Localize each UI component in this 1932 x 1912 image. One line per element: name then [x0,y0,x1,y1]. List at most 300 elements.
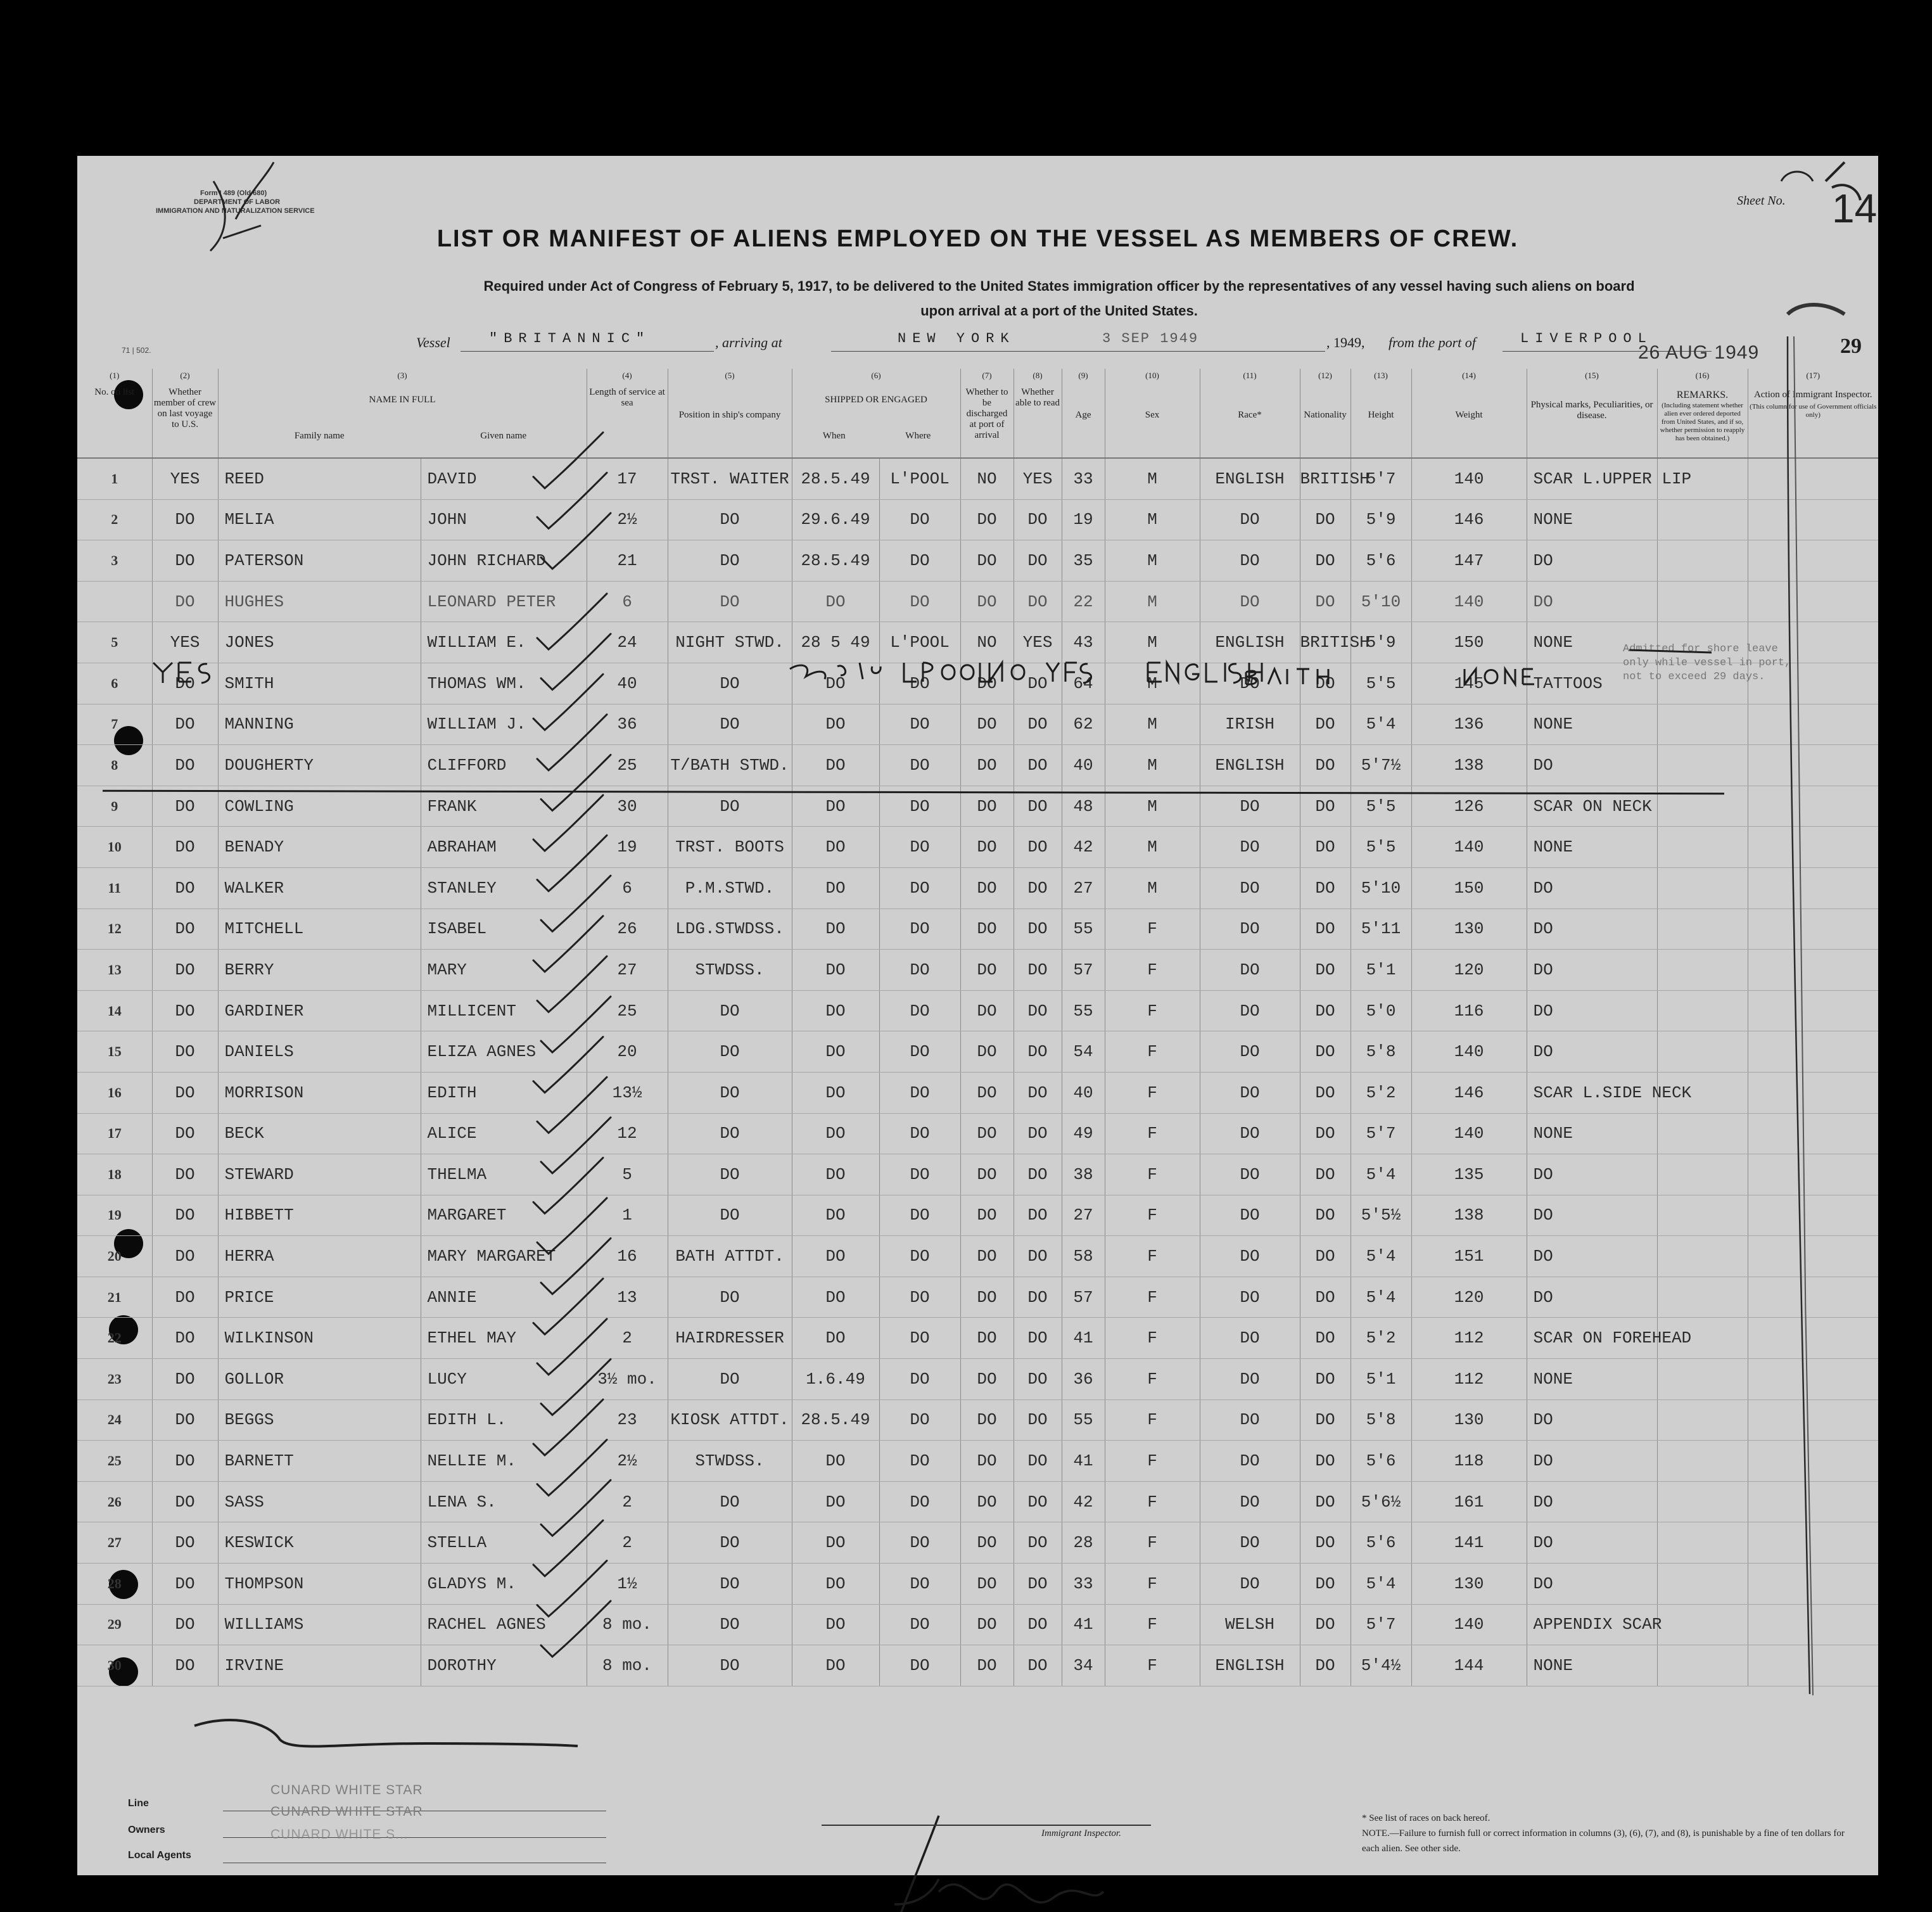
subtitle-line-2: upon arrival at a port of the United States. [920,303,1198,319]
service-length: 2 [587,1318,668,1359]
position: DO [668,663,792,704]
shipped-when: DO [792,663,879,704]
inspector-signature-line [822,1825,1151,1826]
inspector-action-cell [1748,1072,1878,1113]
given-name: THELMA [421,1154,587,1195]
shipped-when: DO [792,990,879,1031]
family-name: PATERSON [218,540,421,582]
remarks-cell [1657,1195,1748,1236]
crew-row [77,1564,1878,1605]
able-to-read: DO [1014,990,1062,1031]
family-name: WILKINSON [218,1318,421,1359]
weight: 140 [1411,1604,1527,1645]
race: DO [1200,1441,1300,1482]
sex: F [1105,1195,1200,1236]
shipped-when: DO [792,867,879,908]
inspector-label: Immigrant Inspector. [1041,1828,1121,1839]
service-length: 2½ [587,1441,668,1482]
given-name: LUCY [421,1359,587,1400]
shipped-when: DO [792,1154,879,1195]
position: DO [668,1645,792,1686]
race: DO [1200,1564,1300,1605]
row-number: 24 [77,1399,152,1441]
shipped-when: 28.5.49 [792,458,879,499]
last-voyage: DO [152,499,218,540]
row-number: 6 [77,663,152,704]
last-voyage: DO [152,990,218,1031]
owners-stamp: CUNARD WHITE STAR [270,1804,423,1819]
height: 5'4 [1350,704,1411,745]
crew-row [77,1113,1878,1154]
age: 41 [1062,1441,1105,1482]
inspector-action-cell [1748,827,1878,868]
local-agents-label: Local Agents [128,1850,191,1861]
remarks-cell [1657,786,1748,827]
able-to-read: DO [1014,663,1062,704]
crew-row [77,704,1878,745]
remarks-cell [1657,745,1748,786]
able-to-read: DO [1014,950,1062,991]
family-name: BEGGS [218,1399,421,1441]
position: DO [668,1195,792,1236]
position: DO [668,1154,792,1195]
able-to-read: DO [1014,1604,1062,1645]
inspector-action-cell [1748,950,1878,991]
sex: M [1105,499,1200,540]
given-name: WILLIAM E. [421,622,587,663]
row-number: 12 [77,908,152,950]
nationality: DO [1300,1441,1350,1482]
service-length: 6 [587,867,668,908]
remarks-cell [1657,1031,1748,1073]
given-name: EDITH [421,1072,587,1113]
race: DO [1200,1236,1300,1277]
weight: 145 [1411,663,1527,704]
given-name: FRANK [421,786,587,827]
weight: 112 [1411,1359,1527,1400]
sex: F [1105,1399,1200,1441]
age: 36 [1062,1359,1105,1400]
inspector-action-cell [1748,1031,1878,1073]
nationality: DO [1300,990,1350,1031]
height: 5'2 [1350,1072,1411,1113]
discharge: DO [960,1564,1014,1605]
weight: 150 [1411,867,1527,908]
physical-marks: DO [1527,990,1657,1031]
age: 19 [1062,499,1105,540]
sex: F [1105,1154,1200,1195]
crew-row [77,540,1878,582]
row-number: 25 [77,1441,152,1482]
discharge: DO [960,1645,1014,1686]
position: TRST. WAITER [668,458,792,499]
height: 5'7 [1350,458,1411,499]
row-number: 5 [77,622,152,663]
row-number: 19 [77,1195,152,1236]
position: DO [668,1604,792,1645]
row-number: 27 [77,1522,152,1564]
inspector-action-cell [1748,1399,1878,1441]
able-to-read: DO [1014,1564,1062,1605]
physical-marks: SCAR ON NECK [1527,786,1657,827]
weight: 140 [1411,581,1527,622]
inspector-action-cell [1748,1645,1878,1686]
given-name: NELLIE M. [421,1441,587,1482]
height: 5'4 [1350,1236,1411,1277]
last-voyage: DO [152,1031,218,1073]
shipped-where: DO [879,1195,960,1236]
col-remarks: (16) REMARKS. (Including statement whether alien ever ordered deported from United States, and if so, whether permission to reapply has been obtained.) [1657,369,1748,458]
shipped-where: DO [879,950,960,991]
crew-row [77,1645,1878,1686]
position: DO [668,1564,792,1605]
height: 5'11 [1350,908,1411,950]
discharge: DO [960,1359,1014,1400]
last-voyage: DO [152,1359,218,1400]
shipped-when: 28.5.49 [792,540,879,582]
line-stamp: CUNARD WHITE STAR [270,1783,423,1797]
discharge: DO [960,827,1014,868]
sex: M [1105,704,1200,745]
able-to-read: DO [1014,867,1062,908]
race: DO [1200,990,1300,1031]
col-last-voyage: (2) Whether member of crew on last voyage to U.S. [152,369,218,458]
discharge: DO [960,786,1014,827]
race: DO [1200,1359,1300,1400]
given-name: DAVID [421,458,587,499]
inspector-action-cell [1748,1113,1878,1154]
crew-row [77,1277,1878,1318]
crew-row [77,1481,1878,1522]
race: ENGLISH [1200,622,1300,663]
sex: F [1105,1113,1200,1154]
service-length: 12 [587,1113,668,1154]
row-number: 29 [77,1604,152,1645]
crew-row [77,867,1878,908]
sex: M [1105,458,1200,499]
shipped-when: DO [792,827,879,868]
family-name: SASS [218,1481,421,1522]
weight: 138 [1411,1195,1527,1236]
shipped-where: DO [879,908,960,950]
row-number: 7 [77,704,152,745]
col-when: When [822,431,846,441]
row-number: 1 [77,458,152,499]
col-height: (13) Height [1350,369,1411,458]
family-name: STEWARD [218,1154,421,1195]
age: 62 [1062,704,1105,745]
able-to-read: DO [1014,1072,1062,1113]
crew-row [77,622,1878,663]
last-voyage: YES [152,622,218,663]
shipped-when: 29.6.49 [792,499,879,540]
height: 5'0 [1350,990,1411,1031]
last-voyage: DO [152,1277,218,1318]
remarks-cell [1657,581,1748,622]
crew-row [77,827,1878,868]
height: 5'4 [1350,1277,1411,1318]
line-label: Line [128,1798,149,1809]
race: DO [1200,1481,1300,1522]
height: 5'5 [1350,786,1411,827]
subtitle-line-1: Required under Act of Congress of February 5, 1917, to be delivered to the United States immigration officer by the representatives of any vessel having such aliens on board [483,278,1635,294]
inspector-action-cell [1748,1441,1878,1482]
remarks-cell [1657,1522,1748,1564]
nationality: DO [1300,581,1350,622]
shipped-when: DO [792,908,879,950]
inspector-action-cell [1748,581,1878,622]
height: 5'6 [1350,540,1411,582]
shipped-where: DO [879,1604,960,1645]
family-name: KESWICK [218,1522,421,1564]
nationality: DO [1300,1359,1350,1400]
last-voyage: DO [152,663,218,704]
remarks-cell [1657,867,1748,908]
remarks-stamp: Admitted for shore leave only while vessel in port, not to exceed 29 days. [1623,643,1791,683]
service-length: 13 [587,1277,668,1318]
col-age: (9) Age [1062,369,1105,458]
crew-row [77,1604,1878,1645]
col-list-number: (1) No. on list [77,369,152,458]
shipped-where: DO [879,540,960,582]
shipped-when: DO [792,1318,879,1359]
race: DO [1200,950,1300,991]
given-name: JOHN [421,499,587,540]
age: 64 [1062,663,1105,704]
physical-marks: NONE [1527,704,1657,745]
position: DO [668,1031,792,1073]
race: DO [1200,786,1300,827]
row-number: 21 [77,1277,152,1318]
physical-marks: DO [1527,1031,1657,1073]
able-to-read: DO [1014,1277,1062,1318]
shipped-where: DO [879,704,960,745]
family-name: BECK [218,1113,421,1154]
physical-marks: DO [1527,1195,1657,1236]
row-number: 10 [77,827,152,868]
race: DO [1200,1318,1300,1359]
weight: 150 [1411,622,1527,663]
inspector-action-cell [1748,867,1878,908]
race: DO [1200,1154,1300,1195]
given-name: MARGARET [421,1195,587,1236]
able-to-read: DO [1014,1441,1062,1482]
discharge: DO [960,745,1014,786]
shipped-where: DO [879,1154,960,1195]
able-to-read: DO [1014,1359,1062,1400]
last-voyage: DO [152,1441,218,1482]
able-to-read: YES [1014,622,1062,663]
sex: F [1105,1564,1200,1605]
service-length: 36 [587,704,668,745]
able-to-read: DO [1014,1399,1062,1441]
weight: 135 [1411,1154,1527,1195]
weight: 120 [1411,1277,1527,1318]
physical-marks: SCAR ON FOREHEAD [1527,1318,1657,1359]
row-number: 11 [77,867,152,908]
last-voyage: DO [152,1195,218,1236]
shipped-where: DO [879,1318,960,1359]
weight: 126 [1411,786,1527,827]
age: 33 [1062,458,1105,499]
race: DO [1200,540,1300,582]
inspector-action-cell [1748,1604,1878,1645]
row-number: 23 [77,1359,152,1400]
sex: F [1105,1236,1200,1277]
family-name: WALKER [218,867,421,908]
service-length: 26 [587,908,668,950]
crew-row [77,908,1878,950]
able-to-read: DO [1014,1318,1062,1359]
inspector-action-cell [1748,1522,1878,1564]
nationality: DO [1300,786,1350,827]
arriving-label: , arriving at [715,335,782,350]
col-shipped-or-engaged: (6) SHIPPED OR ENGAGED When Where [792,369,960,458]
height: 5'6 [1350,1441,1411,1482]
sex: M [1105,745,1200,786]
row-number: 9 [77,786,152,827]
shipped-when: DO [792,1195,879,1236]
given-name: LEONARD PETER [421,581,587,622]
able-to-read: YES [1014,458,1062,499]
service-length: 1 [587,1195,668,1236]
nationality: DO [1300,1195,1350,1236]
family-name: REED [218,458,421,499]
race: ENGLISH [1200,1645,1300,1686]
crew-rows [77,458,1878,1686]
position: DO [668,786,792,827]
sex: M [1105,581,1200,622]
sex: F [1105,1481,1200,1522]
able-to-read: DO [1014,786,1062,827]
races-note: * See list of races on back hereof. [1362,1813,1490,1823]
position: BATH ATTDT. [668,1236,792,1277]
position: DO [668,581,792,622]
height: 5'1 [1350,1359,1411,1400]
weight: 118 [1411,1441,1527,1482]
nationality: DO [1300,499,1350,540]
age: 28 [1062,1522,1105,1564]
row-number: 16 [77,1072,152,1113]
last-voyage: DO [152,827,218,868]
sex: F [1105,950,1200,991]
shipped-when: DO [792,786,879,827]
vessel-line [337,331,1712,356]
shipped-where: DO [879,827,960,868]
discharge: DO [960,867,1014,908]
family-name: JONES [218,622,421,663]
physical-marks: DO [1527,950,1657,991]
able-to-read: DO [1014,745,1062,786]
col-where: Where [905,431,931,441]
inspector-action-cell [1748,1277,1878,1318]
race: DO [1200,1072,1300,1113]
weight: 146 [1411,1072,1527,1113]
family-name: PRICE [218,1277,421,1318]
able-to-read: DO [1014,1195,1062,1236]
crew-row [77,458,1878,499]
family-name: MELIA [218,499,421,540]
crew-row [77,663,1878,704]
col-inspector-action: (17) Action of Immigrant Inspector. (This column for use of Government officials only) [1748,369,1878,458]
last-voyage: DO [152,1154,218,1195]
height: 5'8 [1350,1031,1411,1073]
last-voyage: DO [152,1236,218,1277]
remarks-cell [1657,704,1748,745]
penalty-note: NOTE.—Failure to furnish full or correct information in columns (3), (6), (7), and (8), is punishable by a fine of ten dollars for each alien. See other side. [1362,1828,1845,1854]
height: 5'5 [1350,827,1411,868]
remarks-cell [1657,499,1748,540]
shipped-when: DO [792,950,879,991]
shipped-where: L'POOL [879,622,960,663]
age: 40 [1062,1072,1105,1113]
weight: 140 [1411,827,1527,868]
inspector-action-cell [1748,458,1878,499]
height: 5'5½ [1350,1195,1411,1236]
physical-marks: DO [1527,1277,1657,1318]
height: 5'10 [1350,867,1411,908]
inspector-action-cell [1748,1154,1878,1195]
position: TRST. BOOTS [668,827,792,868]
age: 27 [1062,1195,1105,1236]
nationality: DO [1300,1072,1350,1113]
race: DO [1200,1277,1300,1318]
age: 35 [1062,540,1105,582]
weight: 130 [1411,1399,1527,1441]
position: DO [668,1522,792,1564]
shipped-where: DO [879,745,960,786]
family-name: HERRA [218,1236,421,1277]
family-name: COWLING [218,786,421,827]
service-length: 17 [587,458,668,499]
nationality: DO [1300,1031,1350,1073]
height: 5'10 [1350,581,1411,622]
age: 33 [1062,1564,1105,1605]
inspector-action-cell [1748,704,1878,745]
col-given-name: Given name [480,431,527,441]
nationality: DO [1300,1522,1350,1564]
service-length: 2 [587,1522,668,1564]
position: DO [668,1481,792,1522]
service-length: 6 [587,581,668,622]
shipped-where: DO [879,1072,960,1113]
discharge: DO [960,1604,1014,1645]
service-length: 30 [587,786,668,827]
nationality: DO [1300,1236,1350,1277]
manifest-sheet [77,156,1878,1875]
service-length: 5 [587,1154,668,1195]
position: DO [668,540,792,582]
given-name: ABRAHAM [421,827,587,868]
race: DO [1200,908,1300,950]
shipped-where: DO [879,1481,960,1522]
row-number [77,581,152,622]
able-to-read: DO [1014,540,1062,582]
physical-marks: DO [1527,1564,1657,1605]
row-number: 26 [77,1481,152,1522]
crew-row [77,1072,1878,1113]
able-to-read: DO [1014,1113,1062,1154]
family-name: IRVINE [218,1645,421,1686]
departure-date-stamp: 26 AUG 1949 [1638,342,1760,363]
age: 34 [1062,1645,1105,1686]
sex: M [1105,622,1200,663]
position: KIOSK ATTDT. [668,1399,792,1441]
nationality: DO [1300,1481,1350,1522]
position: DO [668,499,792,540]
shipped-where: DO [879,990,960,1031]
discharge: DO [960,663,1014,704]
